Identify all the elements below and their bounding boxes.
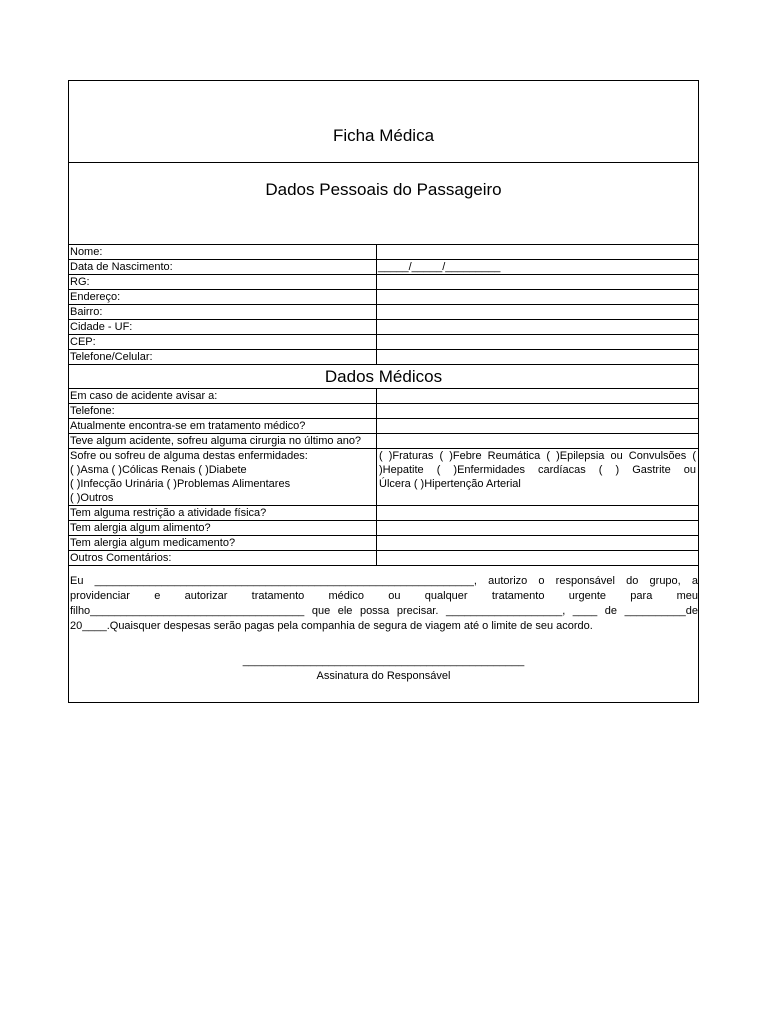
field-value-nome[interactable]: [377, 245, 699, 260]
table-row: [69, 389, 698, 404]
signature-block: [69, 654, 698, 684]
field-label-telefone-celular: Telefone/Celular:: [69, 350, 377, 365]
field-label-restricao-atividade: Tem alguma restrição a atividade física?: [69, 506, 377, 521]
table-row: [69, 275, 698, 290]
field-value-cep[interactable]: [377, 335, 699, 350]
table-row: [69, 404, 698, 419]
illness-options-left: [69, 449, 377, 506]
field-value-endereco[interactable]: [377, 290, 699, 305]
field-value-cidade-uf[interactable]: [377, 320, 699, 335]
illness-options-line[interactable]: ( )Infecção Urinária ( )Problemas Alimentares: [70, 478, 291, 490]
medical-form: [68, 80, 699, 703]
field-label-rg: RG:: [69, 275, 377, 290]
table-row: [69, 521, 698, 536]
illness-options-line[interactable]: ( )Fraturas ( )Febre Reumática ( )Epilepsia ou Convulsões (: [379, 450, 696, 462]
field-label-tratamento: Atualmente encontra-se em tratamento médico?: [69, 419, 377, 434]
field-label-cep: CEP:: [69, 335, 377, 350]
signature-label: Assinatura do Responsável: [316, 670, 451, 682]
illness-options-right: [377, 449, 699, 506]
field-label-acidente-cirurgia: Teve algum acidente, sofreu alguma cirurgia no último ano?: [69, 434, 377, 449]
medical-section-title: Dados Médicos: [69, 365, 698, 389]
personal-section-title: Dados Pessoais do Passageiro: [265, 180, 502, 199]
field-label-nome: Nome:: [69, 245, 377, 260]
field-label-alergia-medicamento: Tem alergia algum medicamento?: [69, 536, 377, 551]
field-value-restricao-atividade[interactable]: [377, 506, 699, 521]
authorization-text: Eu ______________________________________________________________, autorizo o responsável do grupo, a providenciar e autorizar tratamento médico ou qualquer tratamento urgente para meu filho___________________________________ que ele possa precisar. ___________________, ____ de __________de 20____.Quaisquer despesas serão pagas pela companhia de segura de viagem até o limite de seu acordo.: [70, 575, 698, 632]
field-value-tratamento[interactable]: [377, 419, 699, 434]
table-row: [69, 419, 698, 434]
field-label-cidade-uf: Cidade - UF:: [69, 320, 377, 335]
table-row: [69, 290, 698, 305]
table-row: [69, 506, 698, 521]
field-label-telefone: Telefone:: [69, 404, 377, 419]
field-value-outros-comentarios[interactable]: [377, 551, 699, 566]
signature-line[interactable]: ______________________________________________: [242, 655, 525, 667]
form-title: Ficha Médica: [332, 126, 435, 145]
table-row: [69, 551, 698, 566]
illness-options-line[interactable]: ( )Outros: [70, 492, 114, 504]
field-value-data-nascimento[interactable]: _____/_____/_________: [377, 260, 699, 275]
field-label-contato-acidente: Em caso de acidente avisar a:: [69, 389, 377, 404]
table-row: [69, 350, 698, 365]
table-row: [69, 320, 698, 335]
field-label-endereco: Endereço:: [69, 290, 377, 305]
illness-question: Sofre ou sofreu de alguma destas enfermidades:: [70, 450, 308, 462]
medical-section-header: [69, 365, 698, 389]
table-row: [69, 335, 698, 350]
form-title-box: [69, 81, 698, 163]
field-value-bairro[interactable]: [377, 305, 699, 320]
field-value-acidente-cirurgia[interactable]: [377, 434, 699, 449]
field-label-data-nascimento: Data de Nascimento:: [69, 260, 377, 275]
illness-options-line[interactable]: ( )Asma ( )Cólicas Renais ( )Diabete: [70, 464, 247, 476]
field-value-rg[interactable]: [377, 275, 699, 290]
table-row: [69, 260, 698, 275]
table-row: [69, 536, 698, 551]
field-value-telefone[interactable]: [377, 404, 699, 419]
field-value-alergia-alimento[interactable]: [377, 521, 699, 536]
table-row: [69, 245, 698, 260]
field-value-telefone-celular[interactable]: [377, 350, 699, 365]
field-value-contato-acidente[interactable]: [377, 389, 699, 404]
field-value-alergia-medicamento[interactable]: [377, 536, 699, 551]
form-table: [69, 245, 698, 566]
illness-options-line[interactable]: Úlcera ( )Hipertenção Arterial: [379, 478, 521, 490]
field-label-alergia-alimento: Tem alergia algum alimento?: [69, 521, 377, 536]
field-label-bairro: Bairro:: [69, 305, 377, 320]
table-row: [69, 434, 698, 449]
table-row: [69, 305, 698, 320]
illness-options-line[interactable]: )Hepatite ( )Enfermidades cardíacas ( ) Gastrite ou: [379, 464, 696, 476]
personal-section-header: [69, 163, 698, 245]
field-label-outros-comentarios: Outros Comentários:: [69, 551, 377, 566]
illness-row: [69, 449, 698, 506]
